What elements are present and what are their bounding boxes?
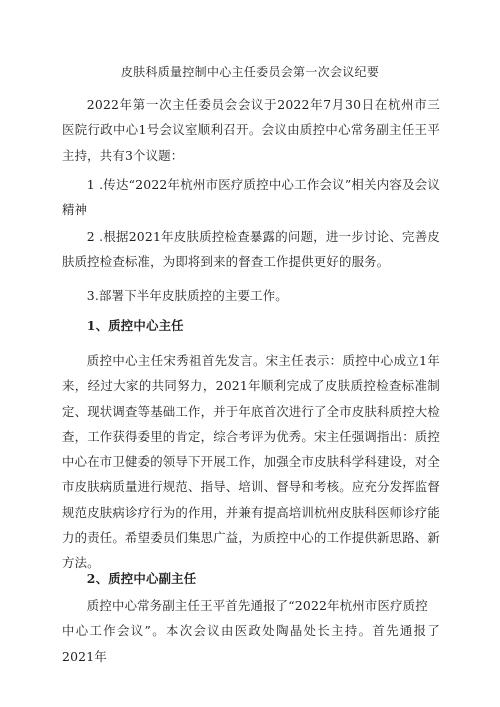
section-2-body (62, 593, 440, 669)
intro-paragraph: 2022年第一次主任委员会会议于2022年7月30日在杭州市三医院行政中心1号会议室顺利召开。会议由质控中心常务副主任王平主持，共有3个议题： (62, 97, 440, 163)
agenda-item-3: 3.部署下半年皮肤质控的主要工作。 (86, 288, 288, 303)
section-1-body: 质控中心主任宋秀祖首先发言。宋主任表示：质控中心成立1年来，经过大家的共同努力，2021年顺利完成了皮肤质控检查标准制定、现状调查等基础工作，并于年底首次进行了全市皮肤科质控大检查，工作获得委里的肯定，综合考评为优秀。宋主任强调指出：质控中心在市卫健委的领导下开展工作，加强全市皮肤科学科建设，对全市皮肤病质量进行规范、指导、培训、督导和考核。应充分发挥监督规范皮肤病诊疗行为的作用，并兼有提高培训杭州皮肤科医师诊疗能力的责任。希望委员们集思广益，为质控中心的工作提供新思路、新方法。 (62, 353, 440, 571)
document-title: 皮肤科质量控制中心主任委员会第一次会议纪要 (120, 65, 380, 79)
agenda-item-1: 1 .传达“2022年杭州市医疗质控中心工作会议”相关内容及会议精神 (62, 177, 440, 218)
section-2-heading: 2、质控中心副主任 (86, 571, 197, 586)
section-2-body-line-2: 中心工作会议”。本次会议由医政处陶晶处长主持。首先通报了2021年 (62, 623, 440, 664)
section-2-body-line-1: 质控中心常务副主任王平首先通报了“2022年杭州市医疗质控 (86, 598, 428, 613)
section-1-heading: 1、质控中心主任 (86, 318, 184, 333)
agenda-item-2: 2 .根据2021年皮肤质控检查暴露的问题，进一步讨论、完善皮肤质控检查标准，为即将到来的督查工作提供更好的服务。 (62, 229, 440, 270)
